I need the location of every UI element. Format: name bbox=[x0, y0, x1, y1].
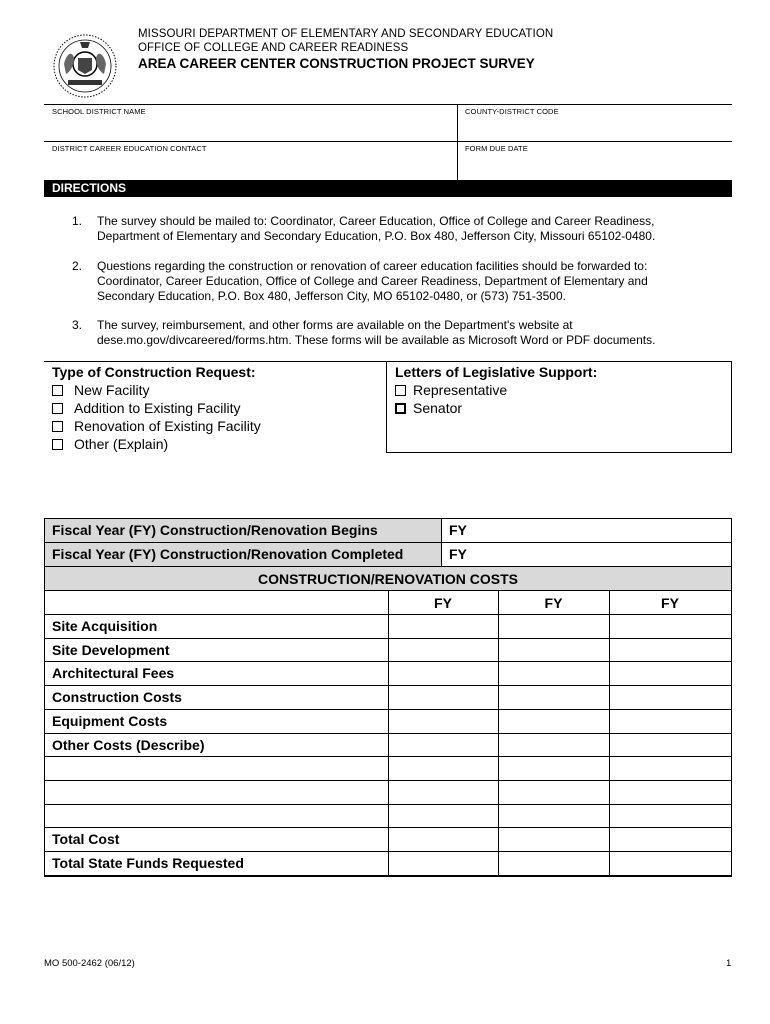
form-due-date-field[interactable] bbox=[460, 153, 730, 178]
county-district-code-label: COUNTY-DISTRICT CODE bbox=[465, 107, 559, 116]
directions-title: DIRECTIONS bbox=[52, 181, 127, 195]
fiscal-completed-label: Fiscal Year (FY) Construction/Renovation Completed bbox=[52, 546, 404, 562]
cost-row-label: Architectural Fees bbox=[52, 665, 175, 682]
cost-input-cell[interactable] bbox=[499, 710, 609, 733]
form-title: AREA CAREER CENTER CONSTRUCTION PROJECT SURVEY bbox=[138, 56, 535, 71]
cost-input-cell[interactable] bbox=[499, 852, 609, 875]
legislative-support-title: Letters of Legislative Support: bbox=[395, 364, 598, 380]
column-header-fy: FY bbox=[544, 595, 563, 611]
cost-input-cell[interactable] bbox=[499, 734, 609, 757]
fiscal-completed-field[interactable]: FY bbox=[449, 546, 467, 562]
cost-row-label: Equipment Costs bbox=[52, 712, 168, 729]
direction-line: Department of Elementary and Secondary Education, P.O. Box 480, Jefferson City, Missouri 65102-0480. bbox=[97, 229, 656, 243]
fiscal-begins-label: Fiscal Year (FY) Construction/Renovation Begins bbox=[52, 522, 378, 538]
cost-input-cell[interactable] bbox=[389, 805, 498, 828]
cost-input-cell[interactable] bbox=[389, 615, 498, 638]
direction-number: 2. bbox=[72, 259, 83, 273]
direction-line: The survey, reimbursement, and other forms are available on the Department's website at bbox=[97, 318, 573, 332]
school-district-name-field[interactable] bbox=[46, 116, 454, 140]
costs-title: CONSTRUCTION/RENOVATION COSTS bbox=[257, 571, 519, 587]
state-seal-logo bbox=[52, 28, 118, 104]
cost-row-label: Site Development bbox=[52, 641, 170, 658]
cost-row-label: Construction Costs bbox=[52, 689, 182, 706]
cost-input-cell[interactable] bbox=[610, 734, 731, 757]
cost-input-cell[interactable] bbox=[610, 757, 731, 780]
column-header-fy: FY bbox=[434, 595, 452, 611]
cost-input-cell[interactable] bbox=[610, 639, 731, 662]
cost-input-cell[interactable] bbox=[389, 852, 498, 875]
cost-input-cell[interactable] bbox=[610, 828, 731, 851]
cost-input-cell[interactable] bbox=[389, 710, 498, 733]
direction-line: Secondary Education, P.O. Box 480, Jefferson City, MO 65102-0480, or (573) 751-3500. bbox=[97, 289, 566, 303]
cost-input-cell[interactable] bbox=[610, 615, 731, 638]
cost-input-cell[interactable] bbox=[499, 686, 609, 709]
cost-input-cell[interactable] bbox=[389, 686, 498, 709]
cost-row-label: Site Acquisition bbox=[52, 618, 158, 634]
cost-input-cell[interactable] bbox=[499, 805, 609, 828]
directions-header bbox=[44, 180, 732, 197]
district-contact-label: DISTRICT CAREER EDUCATION CONTACT bbox=[52, 144, 207, 153]
checkbox-icon[interactable] bbox=[52, 439, 63, 450]
school-district-name-label: SCHOOL DISTRICT NAME bbox=[52, 107, 146, 116]
form-number: MO 500-2462 (06/12) bbox=[44, 958, 135, 969]
cost-input-cell[interactable] bbox=[610, 805, 731, 828]
page-number: 1 bbox=[726, 958, 732, 969]
checkbox-icon[interactable] bbox=[52, 421, 63, 432]
direction-line: dese.mo.gov/divcareered/forms.htm. These forms will be available as Microsoft Word or PDF documents. bbox=[97, 333, 656, 347]
direction-line: The survey should be mailed to: Coordinator, Career Education, Office of College and Career Readiness, bbox=[97, 214, 655, 228]
district-contact-field[interactable] bbox=[46, 153, 454, 178]
department-name: MISSOURI DEPARTMENT OF ELEMENTARY AND SECONDARY EDUCATION bbox=[138, 28, 554, 40]
direction-number: 3. bbox=[72, 318, 83, 332]
cost-row-label: Total Cost bbox=[52, 831, 120, 848]
cost-row-label: Other Costs (Describe) bbox=[52, 736, 205, 753]
cost-input-cell[interactable] bbox=[610, 686, 731, 709]
direction-line: Coordinator, Career Education, Office of College and Career Readiness, Department of Elementary and bbox=[97, 274, 648, 288]
cost-input-cell[interactable] bbox=[389, 828, 498, 851]
checkbox-icon[interactable] bbox=[52, 403, 63, 414]
cost-input-cell[interactable] bbox=[610, 662, 731, 685]
cost-input-cell[interactable] bbox=[389, 757, 498, 780]
fiscal-begins-field[interactable]: FY bbox=[449, 522, 467, 538]
cost-input-cell[interactable] bbox=[389, 662, 498, 685]
cost-input-cell[interactable] bbox=[499, 662, 609, 685]
cost-input-cell[interactable] bbox=[610, 710, 731, 733]
cost-input-cell[interactable] bbox=[499, 615, 609, 638]
cost-input-cell[interactable] bbox=[499, 828, 609, 851]
checkbox-icon[interactable] bbox=[395, 403, 406, 414]
cost-input-cell[interactable] bbox=[389, 639, 498, 662]
column-header-fy: FY bbox=[661, 595, 679, 611]
cost-input-cell[interactable] bbox=[499, 781, 609, 804]
construction-request-title: Type of Construction Request: bbox=[52, 364, 256, 380]
form-due-date-label: FORM DUE DATE bbox=[465, 144, 528, 153]
direction-number: 1. bbox=[72, 214, 83, 228]
cost-input-cell[interactable] bbox=[499, 757, 609, 780]
office-name: OFFICE OF COLLEGE AND CAREER READINESS bbox=[138, 42, 409, 54]
cost-row-label: Total State Funds Requested bbox=[52, 855, 244, 871]
cost-input-cell[interactable] bbox=[389, 734, 498, 757]
cost-input-cell[interactable] bbox=[610, 781, 731, 804]
cost-input-cell[interactable] bbox=[499, 639, 609, 662]
checkbox-icon[interactable] bbox=[395, 385, 406, 396]
cost-input-cell[interactable] bbox=[610, 852, 731, 875]
direction-line: Questions regarding the construction or renovation of career education facilities should be forwarded to: bbox=[97, 259, 648, 273]
county-district-code-field[interactable] bbox=[460, 116, 730, 140]
checkbox-icon[interactable] bbox=[52, 385, 63, 396]
cost-input-cell[interactable] bbox=[389, 781, 498, 804]
